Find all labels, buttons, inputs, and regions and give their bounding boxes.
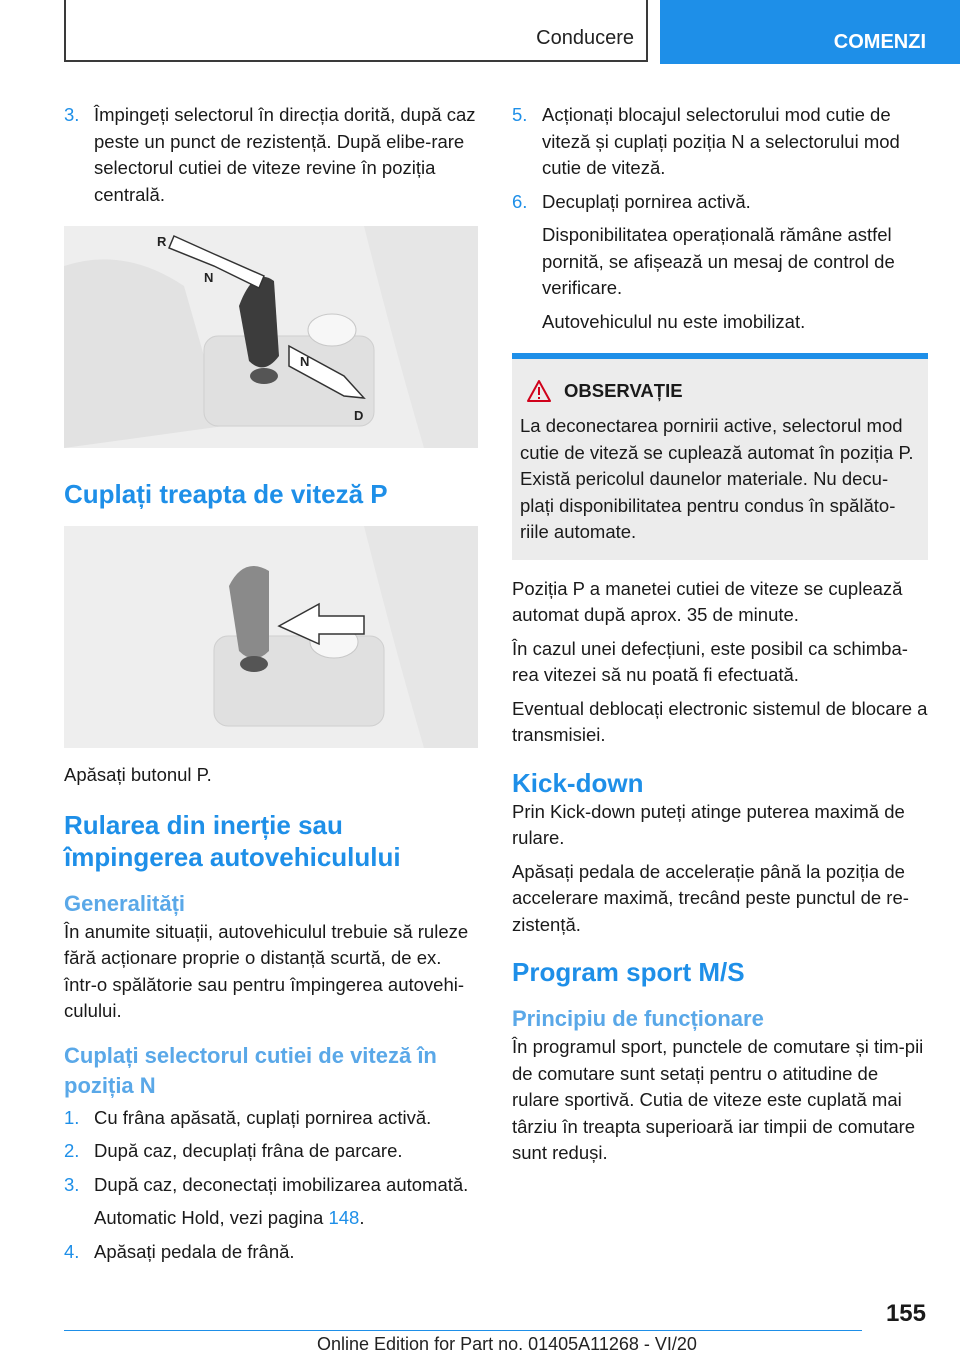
autohold-reference [64,1205,478,1232]
header-tab[interactable] [660,0,960,64]
step-number: 6. [512,190,528,212]
paragraph-kick-down-2: Apăsați pedala de accelerație până la poziția de accelerare maximă, trecând peste punctul de re-zistență. [512,860,909,935]
step-text: După caz, deconectați imobilizarea automată. [94,1173,469,1195]
label-n-bottom: N [300,354,310,369]
step-number: 1. [64,1106,80,1128]
autohold-suffix: . [359,1207,365,1228]
label-d: D [354,408,364,423]
note-header [520,379,920,403]
step-text: După caz, decuplați frâna de parcare. [94,1140,403,1161]
page-number: 155 [885,1300,926,1327]
gear-selector-rnd-image [64,226,478,448]
footer-divider [64,1330,862,1331]
list-item [64,1172,478,1199]
autohold-page-link[interactable]: 148 [328,1207,360,1228]
heading-engage-n: Cuplați selectorul cutiei de viteză în poziția N [64,1042,437,1098]
paragraph-malfunction: În cazul unei defecțiuni, este posibil ca schimba-rea vitezei să nu poată fi efectuată. [512,637,908,685]
gear-selector-illustration-p [64,526,478,748]
warning-triangle-icon [526,379,552,403]
list-item [64,1138,478,1165]
note-text: La deconectarea pornirii active, selectorul mod cutie de viteză se cuplează automat în poziția P. Există pericolul daunelor materiale. Nu decu-plați disponibilitatea pentru condus în spălăto-riile automate. [520,415,914,542]
heading-general: Generalități [64,890,186,916]
paragraph-general: În anumite situații, autovehiculul trebuie să ruleze fără acționare proprie o distanță scurtă, de ex. într-o spălătorie sau pentru împingerea autovehi-culului. [64,920,469,1021]
heading-sport-program: Program sport M/S [512,957,745,987]
list-item [512,189,928,216]
gear-selector-p-image [64,526,478,748]
step-text: Împingeți selectorul în direcția dorită, după caz peste un punct de rezistență. După elibe-rare selectorul cutiei de viteze revine în poziția centrală. [94,104,476,205]
step-text: Decuplați pornirea activă. [542,190,751,212]
step-number: 3. [64,1173,80,1195]
heading-principle: Principiu de funcționare [512,1006,764,1031]
footer-edition: Online Edition for Part no. 01405A11268 - VI/20 [317,1334,697,1354]
left-column [64,102,478,1272]
header-section-title: Conducere [536,27,634,49]
heading-kick-down: Kick-down [512,767,644,798]
steps-list [64,1105,478,1266]
note-box [512,353,928,560]
list-item [512,102,928,182]
label-n-top: N [204,270,214,285]
autohold-text: Automatic Hold, vezi pagina [94,1207,329,1228]
heading-coasting: Rularea din inerție sau împingerea autovehiculului [64,809,401,872]
list-item [64,1105,478,1132]
paragraph-principle: În programul sport, punctele de comutare și tim-pii de comutare sunt setați pentru o atitudine de rulare sportivă. Cutia de viteze este cuplată mai târziu în treapta superioară iar timpii de comutare sunt reduși. [512,1036,924,1163]
sub-paragraph-not-immobilized: Autovehiculul nu este imobilizat. [542,310,806,332]
gear-selector-illustration-rnd [64,226,478,448]
header-tab-label: COMENZI [833,31,926,53]
paragraph-unlock: Eventual deblocați electronic sistemul de blocare a transmisiei. [512,697,928,745]
paragraph-kick-down-1: Prin Kick-down puteți atinge puterea maximă de rulare. [512,800,905,848]
step-text: Cu frâna apăsată, cuplați pornirea activă. [94,1106,432,1128]
step-text: Acționați blocajul selectorului mod cutie de viteză și cuplați poziția N a selectorului mod cutie de viteză. [542,104,900,178]
list-item [64,1239,478,1266]
heading-engage-p: Cuplați treapta de viteză P [64,479,388,509]
step-number: 4. [64,1240,80,1262]
step-number: 2. [64,1140,80,1161]
note-title: OBSERVAȚIE [564,380,683,401]
sub-paragraph-readiness: Disponibilitatea operațională rămâne astfel pornită, se afișează un mesaj de control de verificare. [542,224,895,298]
header-section-box [64,0,648,62]
step-number: 3. [64,104,80,125]
step-3-shift [64,102,478,208]
right-column [512,102,928,1174]
note-body [512,359,928,560]
step-number: 5. [512,104,528,125]
instruction-press-p: Apăsați butonul P. [64,764,212,785]
step-text: Apăsați pedala de frână. [94,1240,295,1262]
paragraph-auto-p: Poziția P a manetei cutiei de viteze se cuplează automat după aprox. 35 de minute. [512,577,903,625]
label-r: R [157,234,167,249]
